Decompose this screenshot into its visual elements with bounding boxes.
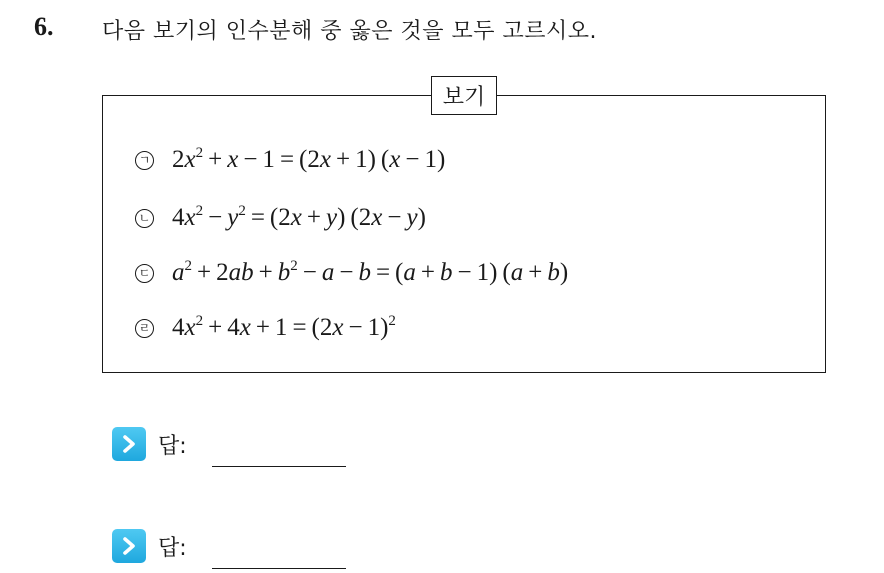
circled-marker-1: ㄱ — [135, 151, 154, 170]
answer-row-2 — [112, 529, 187, 563]
chevron-right-icon — [112, 529, 146, 563]
expression-4: $4x^2 + 4x + 1 = (2x - 1)^2$ — [172, 313, 396, 341]
answer-blank-2[interactable] — [212, 568, 346, 569]
question-text: 다음 보기의 인수분해 중 옳은 것을 모두 고르시오. — [102, 19, 597, 44]
example-item-1 — [135, 146, 445, 174]
example-item-2 — [135, 204, 426, 232]
answer-label: 답: — [158, 535, 187, 561]
circled-marker-3: ㄷ — [135, 264, 154, 283]
example-item-4 — [135, 314, 396, 342]
answer-row-1 — [112, 427, 187, 461]
expression-2: $4x^2 - y^2 = (2x + y) (2x - y)$ — [172, 203, 426, 231]
question-number: 6. — [34, 12, 54, 41]
expression-1: $2x^2 + x - 1 = (2x + 1) (x - 1)$ — [172, 145, 446, 173]
answer-blank-1[interactable] — [212, 466, 346, 467]
example-box-label: 보기 — [431, 76, 497, 115]
circled-marker-2: ㄴ — [135, 209, 154, 228]
answer-label: 답: — [158, 433, 187, 459]
example-item-3 — [135, 259, 568, 287]
circled-marker-4: ㄹ — [135, 319, 154, 338]
chevron-right-icon — [112, 427, 146, 461]
expression-3: $a^2 + 2ab + b^2 - a - b = (a + b - 1) (a + b)$ — [172, 258, 569, 286]
